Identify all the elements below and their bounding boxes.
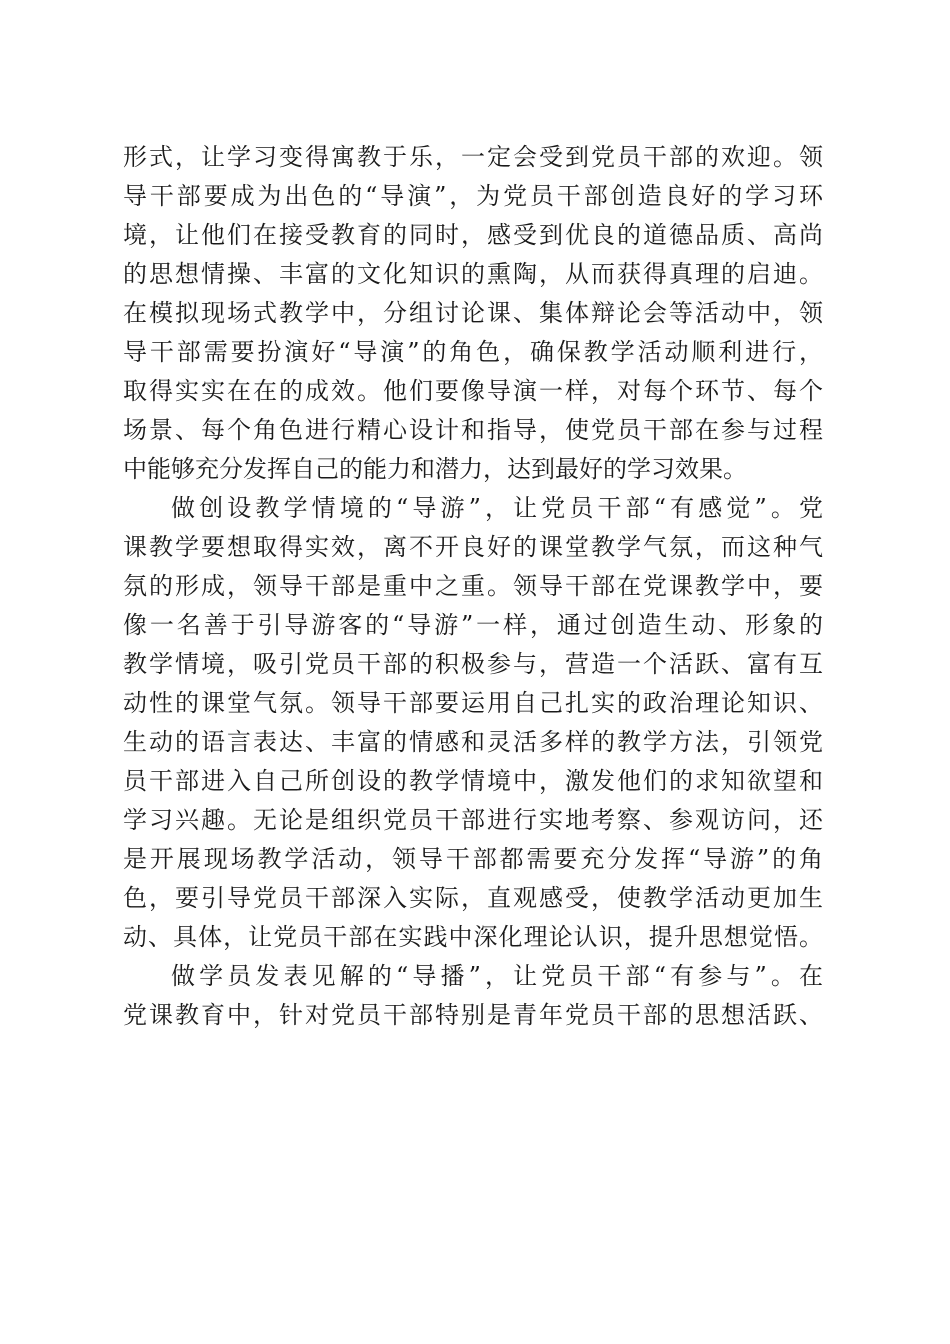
text-line: 色，要引导党员干部深入实际，直观感受，使教学活动更加生 bbox=[123, 884, 823, 912]
text-line: 员干部进入自己所创设的教学情境中，激发他们的求知欲望和 bbox=[123, 767, 823, 795]
paragraph-start-line: 做学员发表见解的“导播”，让党员干部“有参与”。在 bbox=[171, 962, 823, 990]
text-line: 动性的课堂气氛。领导干部要运用自己扎实的政治理论知识、 bbox=[123, 689, 823, 717]
text-line: 取得实实在在的成效。他们要像导演一样，对每个环节、每个 bbox=[123, 377, 823, 405]
text-line: 课教学要想取得实效，离不开良好的课堂教学气氛，而这种气 bbox=[123, 533, 823, 561]
text-line: 形式，让学习变得寓教于乐，一定会受到党员干部的欢迎。领 bbox=[123, 143, 823, 171]
text-line: 动、具体，让党员干部在实践中深化理论认识，提升思想觉悟。 bbox=[123, 923, 823, 951]
text-line: 教学情境，吸引党员干部的积极参与，营造一个活跃、富有互 bbox=[123, 650, 823, 678]
text-line: 中能够充分发挥自己的能力和潜力，达到最好的学习效果。 bbox=[123, 455, 747, 483]
text-line: 场景、每个角色进行精心设计和指导，使党员干部在参与过程 bbox=[123, 416, 823, 444]
text-line: 导干部需要扮演好“导演”的角色，确保教学活动顺利进行， bbox=[123, 338, 823, 366]
text-line: 境，让他们在接受教育的同时，感受到优良的道德品质、高尚 bbox=[123, 221, 823, 249]
text-line: 是开展现场教学活动，领导干部都需要充分发挥“导游”的角 bbox=[123, 845, 823, 873]
text-line: 导干部要成为出色的“导演”，为党员干部创造良好的学习环 bbox=[123, 182, 823, 210]
paragraph-start-line: 做创设教学情境的“导游”，让党员干部“有感觉”。党 bbox=[171, 494, 823, 522]
text-line: 在模拟现场式教学中，分组讨论课、集体辩论会等活动中，领 bbox=[123, 299, 823, 327]
text-line: 党课教育中，针对党员干部特别是青年党员干部的思想活跃、 bbox=[123, 1001, 823, 1029]
text-line: 的思想情操、丰富的文化知识的熏陶，从而获得真理的启迪。 bbox=[123, 260, 823, 288]
text-line: 学习兴趣。无论是组织党员干部进行实地考察、参观访问，还 bbox=[123, 806, 823, 834]
text-line: 生动的语言表达、丰富的情感和灵活多样的教学方法，引领党 bbox=[123, 728, 823, 756]
text-line: 像一名善于引导游客的“导游”一样，通过创造生动、形象的 bbox=[123, 611, 823, 639]
body-text bbox=[123, 138, 823, 1035]
text-line: 氛的形成，领导干部是重中之重。领导干部在党课教学中，要 bbox=[123, 572, 823, 600]
